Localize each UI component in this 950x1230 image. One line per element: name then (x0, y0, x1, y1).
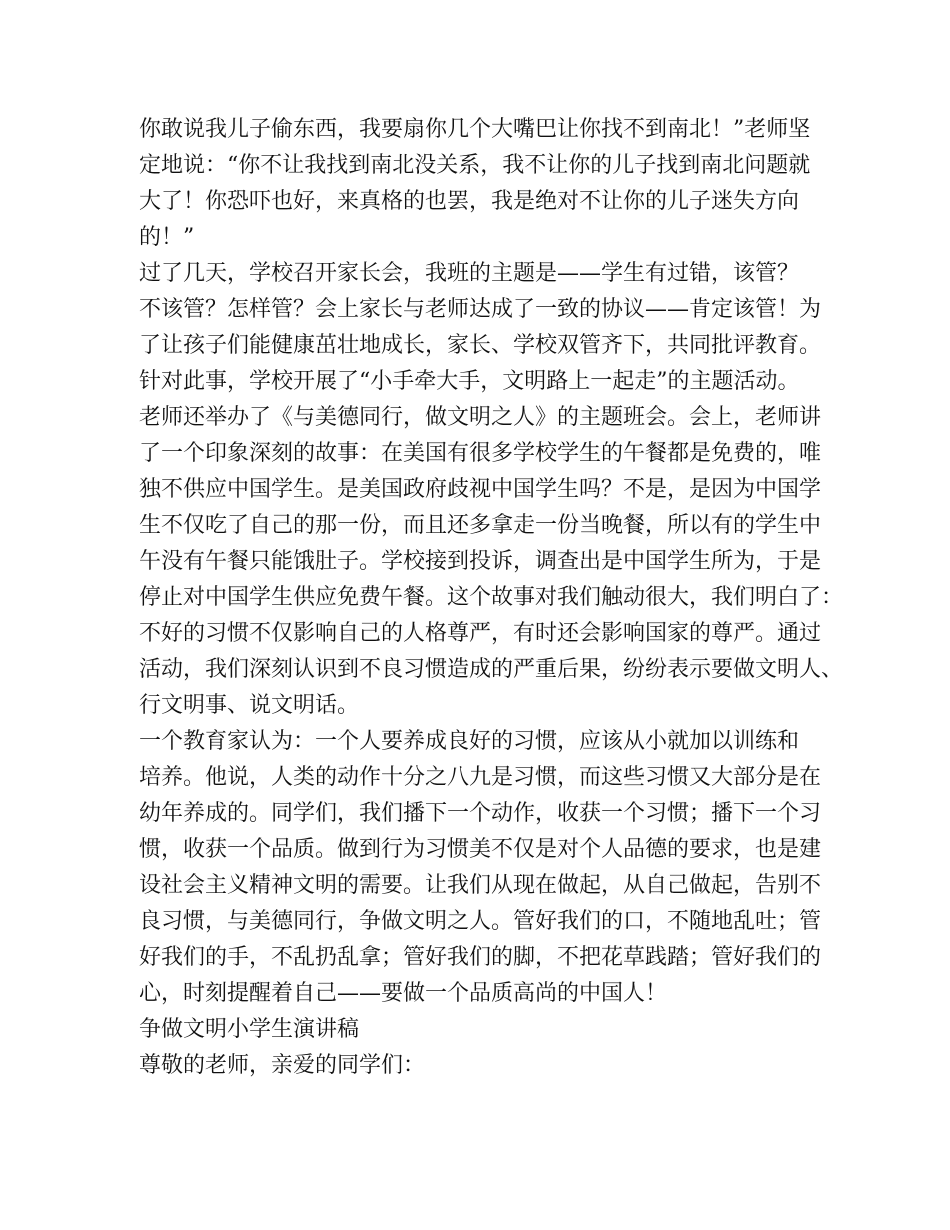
text-line: 定地说：“你不让我找到南北没关系，我不让你的儿子找到南北问题就 (139, 153, 811, 178)
salutation: 尊敬的老师，亲爱的同学们： (139, 1053, 426, 1078)
text-line: 的！” (139, 225, 195, 250)
text-line: 一个教育家认为：一个人要养成良好的习惯，应该从小就加以训练和 (139, 729, 800, 754)
text-line: 生不仅吃了自己的那一份，而且还多拿走一份当晚餐，所以有的学生中 (139, 513, 822, 538)
text-line: 好我们的手，不乱扔乱拿；管好我们的脚，不把花草践踏；管好我们的 (139, 945, 822, 970)
text-line: 惯，收获一个品质。做到行为习惯美不仅是对个人品德的要求，也是建 (139, 837, 822, 862)
text-line: 午没有午餐只能饿肚子。学校接到投诉，调查出是中国学生所为，于是 (139, 549, 822, 574)
text-line: 针对此事，学校开展了“小手牵大手，文明路上一起走”的主题活动。 (139, 369, 800, 394)
text-line: 你敢说我儿子偷东西，我要扇你几个大嘴巴让你找不到南北！”老师坚 (139, 117, 811, 142)
text-line: 活动，我们深刻认识到不良习惯造成的严重后果，纷纷表示要做文明人、 (139, 657, 844, 682)
text-line: 了让孩子们能健康茁壮地成长，家长、学校双管齐下，共同批评教育。 (139, 333, 822, 358)
text-line: 老师还举办了《与美德同行，做文明之人》的主题班会。会上，老师讲 (139, 405, 822, 430)
text-line: 培养。他说，人类的动作十分之八九是习惯，而这些习惯又大部分是在 (139, 765, 822, 790)
text-line: 良习惯，与美德同行，争做文明之人。管好我们的口，不随地乱吐；管 (139, 909, 822, 934)
text-line: 幼年养成的。同学们，我们播下一个动作，收获一个习惯；播下一个习 (139, 801, 822, 826)
section-heading: 争做文明小学生演讲稿 (139, 1017, 360, 1042)
text-line: 过了几天，学校召开家长会，我班的主题是——学生有过错，该管？ (139, 261, 800, 286)
text-line: 停止对中国学生供应免费午餐。这个故事对我们触动很大，我们明白了： (139, 585, 844, 610)
text-line: 设社会主义精神文明的需要。让我们从现在做起，从自己做起，告别不 (139, 873, 822, 898)
text-line: 了一个印象深刻的故事：在美国有很多学校学生的午餐都是免费的，唯 (139, 441, 822, 466)
text-line: 不该管？怎样管？会上家长与老师达成了一致的协议——肯定该管！为 (139, 297, 822, 322)
text-line: 行文明事、说文明话。 (139, 693, 360, 718)
text-line: 大了！你恐吓也好，来真格的也罢，我是绝对不让你的儿子迷失方向 (139, 189, 800, 214)
text-line: 不好的习惯不仅影响自己的人格尊严，有时还会影响国家的尊严。通过 (139, 621, 822, 646)
text-line: 心，时刻提醒着自己——要做一个品质高尚的中国人！ (139, 981, 668, 1006)
text-line: 独不供应中国学生。是美国政府歧视中国学生吗？不是，是因为中国学 (139, 477, 822, 502)
